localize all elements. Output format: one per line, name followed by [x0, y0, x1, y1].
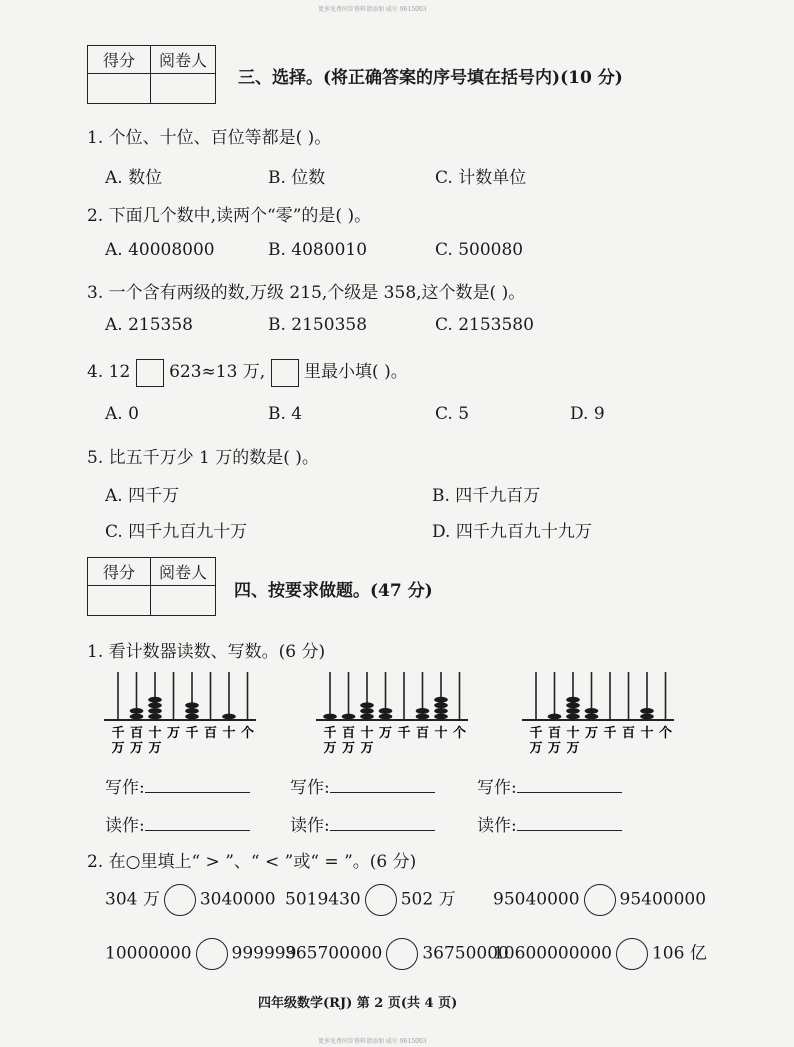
compare-pair-5 — [285, 938, 509, 970]
abacus-bead — [566, 702, 580, 708]
read-answer-line-3[interactable] — [517, 816, 622, 831]
abacus-wan-label: 万 — [323, 741, 337, 756]
compare-pair-6 — [493, 938, 707, 970]
read-row-2 — [290, 811, 435, 836]
watermark-top: 更多免费同步资料请添加 威尔 9615003 — [318, 6, 427, 13]
abacus-wan-label: 万 — [547, 741, 562, 756]
abacus-bead — [148, 714, 162, 720]
abacus-wan-label: 万 — [360, 741, 374, 756]
q4-stem-part1: 4. 12 — [87, 362, 131, 382]
compare-left: 10600000000 — [493, 943, 612, 964]
write-label: 写作: — [477, 778, 517, 798]
abacus-bead — [222, 714, 236, 720]
abacus-bead — [185, 702, 199, 708]
q4-option-a: A. 0 — [105, 404, 139, 424]
q4-option-c: C. 5 — [435, 404, 470, 424]
compare-circle-4[interactable] — [196, 938, 228, 970]
q1-stem: 1. 个位、十位、百位等都是( )。 — [87, 128, 332, 148]
q2-stem: 2. 下面几个数中,读两个“零”的是( )。 — [87, 206, 372, 226]
abacus-bead — [185, 714, 199, 720]
score-cell[interactable] — [88, 586, 151, 616]
abacus-wan-label: 万 — [148, 741, 162, 756]
abacus-bead — [379, 708, 393, 714]
abacus-bead — [148, 702, 162, 708]
q4-option-b: B. 4 — [268, 404, 303, 424]
q5-option-b: B. 四千九百万 — [432, 486, 541, 506]
abacus-place-label: 十 — [148, 726, 162, 741]
q4-digit-box-ref — [271, 359, 299, 387]
abacus-bead — [585, 708, 599, 714]
q1-option-c: C. 计数单位 — [435, 168, 527, 188]
abacus-place-label: 千 — [111, 726, 125, 741]
q5-option-c: C. 四千九百九十万 — [105, 522, 248, 542]
abacus-bead — [416, 714, 430, 720]
abacus-bead — [360, 708, 374, 714]
reviewer-cell[interactable] — [151, 74, 216, 104]
read-row-3 — [477, 811, 622, 836]
abacus-bead — [148, 697, 162, 703]
score-cell[interactable] — [88, 74, 151, 104]
compare-left: 95040000 — [493, 889, 580, 910]
read-answer-line-1[interactable] — [145, 816, 250, 831]
reviewer-header: 阅卷人 — [151, 558, 216, 586]
q4-stem-part2: 623≈13 万, — [169, 362, 266, 382]
abacus-place-label: 十 — [566, 726, 580, 741]
q5-stem: 5. 比五千万少 1 万的数是( )。 — [87, 448, 319, 468]
s4-q2-stem: 2. 在○里填上“ > ”、“ < ”或“ = ”。(6 分) — [87, 852, 417, 872]
abacus-place-label: 十 — [222, 726, 236, 741]
q5-option-a: A. 四千万 — [105, 486, 180, 506]
write-row-3 — [477, 773, 622, 798]
compare-right: 106 亿 — [651, 943, 707, 964]
abacus-place-label: 千 — [397, 726, 411, 741]
abacus-bead — [434, 697, 448, 703]
abacus-place-label: 千 — [185, 726, 199, 741]
compare-right: 95400000 — [619, 889, 707, 910]
q2-option-b: B. 4080010 — [268, 240, 368, 260]
abacus-bead — [640, 708, 654, 714]
q4-digit-box[interactable] — [136, 359, 164, 387]
abacus-bead — [566, 697, 580, 703]
abacus-bead — [130, 714, 144, 720]
abacus-place-label: 万 — [166, 726, 181, 741]
abacus-wan-label: 万 — [529, 741, 543, 756]
compare-circle-5[interactable] — [386, 938, 418, 970]
compare-circle-3[interactable] — [584, 884, 616, 916]
compare-left: 10000000 — [105, 943, 192, 964]
compare-right: 502 万 — [400, 889, 456, 910]
compare-right: 3040000 — [199, 889, 276, 910]
abacus-place-label: 百 — [341, 726, 356, 741]
q3-option-b: B. 2150358 — [268, 315, 368, 335]
q5-option-d: D. 四千九百九十九万 — [432, 522, 592, 542]
score-box-section3 — [87, 45, 216, 104]
write-answer-line-3[interactable] — [517, 778, 622, 793]
abacus-bead — [360, 714, 374, 720]
reviewer-cell[interactable] — [151, 586, 216, 616]
q4-stem-part3: 里最小填( )。 — [304, 362, 408, 382]
abacus-place-label: 百 — [415, 726, 430, 741]
q1-option-b: B. 位数 — [268, 168, 326, 188]
write-answer-line-1[interactable] — [145, 778, 250, 793]
abacus-place-label: 百 — [621, 726, 636, 741]
abacus-place-label: 千 — [323, 726, 337, 741]
q4-stem — [87, 357, 408, 387]
abacus-place-label: 百 — [129, 726, 144, 741]
read-label: 读作: — [105, 816, 145, 836]
q2-option-c: C. 500080 — [435, 240, 524, 260]
abacus-bead — [434, 708, 448, 714]
abacus-bead — [585, 714, 599, 720]
write-row-1 — [105, 773, 250, 798]
q3-stem: 3. 一个含有两级的数,万级 215,个级是 358,这个数是( )。 — [87, 283, 526, 303]
abacus-bead — [360, 702, 374, 708]
write-label: 写作: — [290, 778, 330, 798]
abacus-place-label: 十 — [434, 726, 448, 741]
write-answer-line-2[interactable] — [330, 778, 435, 793]
abacus-place-label: 十 — [640, 726, 654, 741]
q1-option-a: A. 数位 — [105, 168, 163, 188]
abacus-bead — [130, 708, 144, 714]
write-label: 写作: — [105, 778, 145, 798]
abacus-place-label: 万 — [378, 726, 393, 741]
compare-circle-1[interactable] — [164, 884, 196, 916]
abacus-wan-label: 万 — [341, 741, 356, 756]
score-header: 得分 — [88, 46, 151, 74]
compare-circle-2[interactable] — [365, 884, 397, 916]
q3-option-a: A. 215358 — [105, 315, 193, 335]
abacus-bead — [148, 708, 162, 714]
compare-circle-6[interactable] — [616, 938, 648, 970]
score-header: 得分 — [88, 558, 151, 586]
read-answer-line-2[interactable] — [330, 816, 435, 831]
abacus-3 — [518, 668, 678, 758]
abacus-1 — [100, 668, 260, 758]
abacus-place-label: 个 — [658, 726, 673, 741]
section3-heading: 三、选择。(将正确答案的序号填在括号内)(10 分) — [238, 68, 623, 88]
abacus-wan-label: 万 — [111, 741, 125, 756]
compare-left: 304 万 — [105, 889, 160, 910]
compare-pair-3 — [493, 884, 706, 916]
q3-option-c: C. 2153580 — [435, 315, 534, 335]
s4-q1-stem: 1. 看计数器读数、写数。(6 分) — [87, 642, 326, 662]
compare-left: 365700000 — [285, 943, 383, 964]
compare-right: 36750000 — [422, 943, 509, 964]
abacus-place-label: 千 — [529, 726, 543, 741]
abacus-place-label: 千 — [603, 726, 617, 741]
write-row-2 — [290, 773, 435, 798]
compare-left: 5019430 — [285, 889, 361, 910]
abacus-wan-label: 万 — [129, 741, 144, 756]
abacus-place-label: 个 — [240, 726, 255, 741]
abacus-bead — [379, 714, 393, 720]
abacus-place-label: 百 — [203, 726, 218, 741]
abacus-bead — [548, 714, 562, 720]
page-footer: 四年级数学(RJ) 第 2 页(共 4 页) — [258, 996, 458, 1011]
compare-pair-4 — [105, 938, 296, 970]
abacus-bead — [640, 714, 654, 720]
reviewer-header: 阅卷人 — [151, 46, 216, 74]
read-row-1 — [105, 811, 250, 836]
abacus-place-label: 个 — [452, 726, 467, 741]
abacus-2 — [312, 668, 472, 758]
read-label: 读作: — [477, 816, 517, 836]
section4-heading: 四、按要求做题。(47 分) — [234, 581, 433, 601]
abacus-bead — [185, 708, 199, 714]
abacus-bead — [566, 714, 580, 720]
abacus-bead — [416, 708, 430, 714]
abacus-bead — [323, 714, 337, 720]
q2-option-a: A. 40008000 — [105, 240, 215, 260]
compare-pair-2 — [285, 884, 456, 916]
abacus-place-label: 百 — [547, 726, 562, 741]
abacus-place-label: 万 — [584, 726, 599, 741]
abacus-bead — [566, 708, 580, 714]
score-box-section4 — [87, 557, 216, 616]
compare-right: 999999 — [231, 943, 297, 964]
watermark-bottom: 更多免费同步资料请添加 威尔 9615003 — [318, 1038, 427, 1045]
abacus-bead — [434, 702, 448, 708]
abacus-bead — [342, 714, 356, 720]
read-label: 读作: — [290, 816, 330, 836]
abacus-wan-label: 万 — [566, 741, 580, 756]
compare-pair-1 — [105, 884, 276, 916]
abacus-bead — [434, 714, 448, 720]
q4-option-d: D. 9 — [570, 404, 605, 424]
abacus-place-label: 十 — [360, 726, 374, 741]
